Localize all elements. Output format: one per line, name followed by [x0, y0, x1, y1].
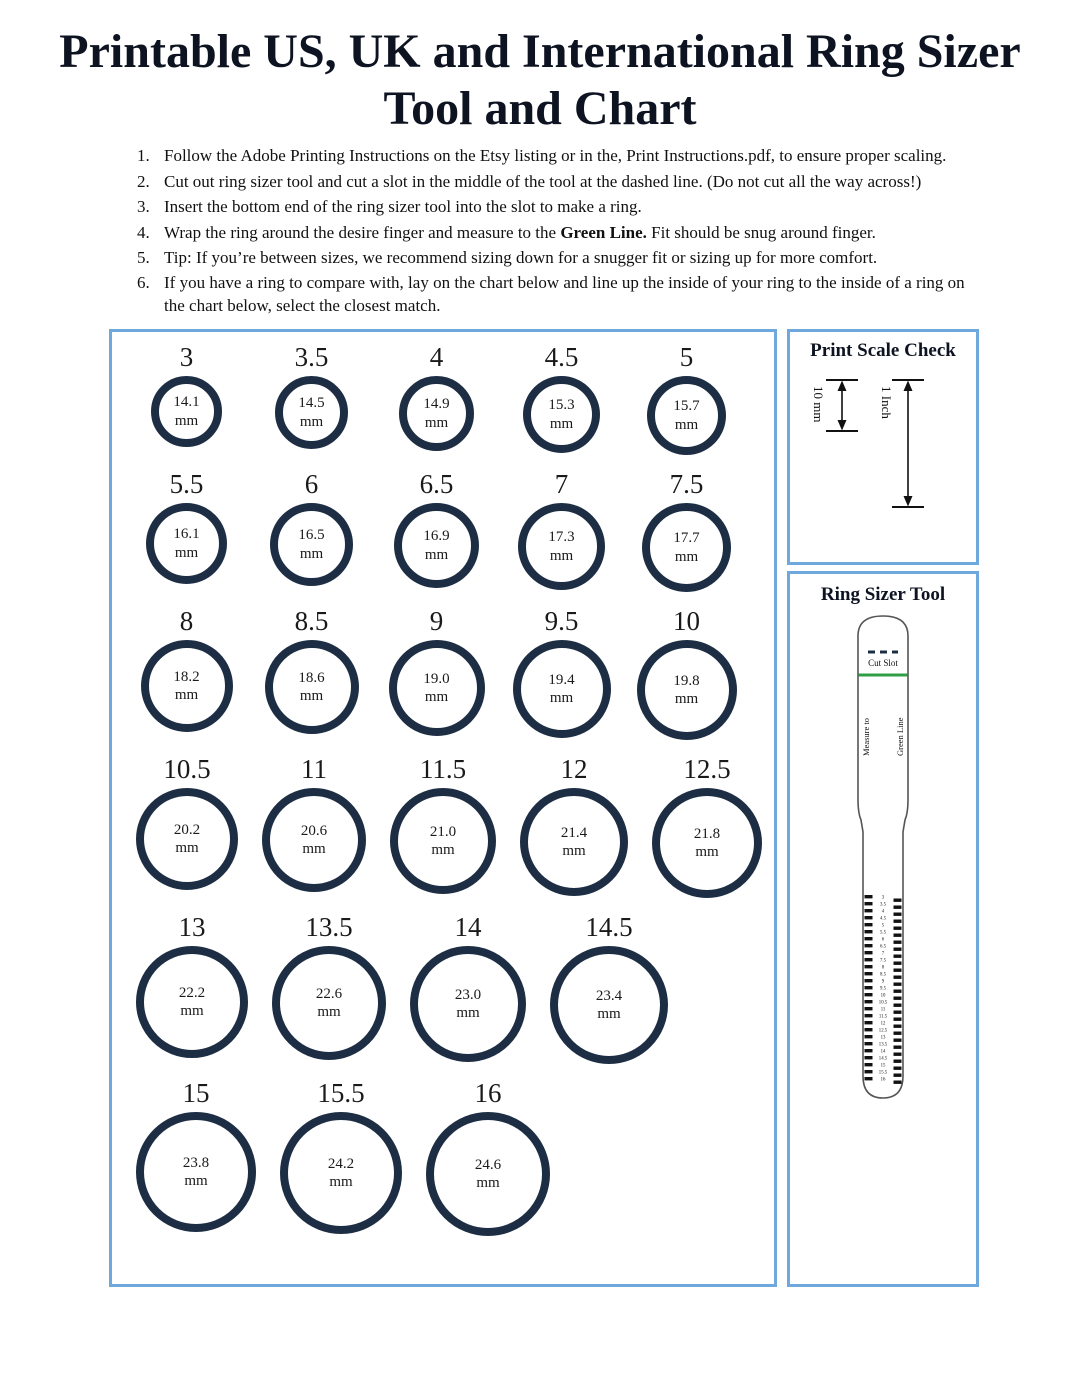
ring-cell [249, 469, 374, 586]
ring-circle [262, 788, 366, 892]
ring-cell [249, 342, 374, 449]
ring-size-label: 12.5 [683, 754, 731, 785]
svg-text:8: 8 [881, 965, 885, 971]
instruction-text: Wrap the ring around the desire finger and measure to the [164, 222, 561, 242]
svg-text:5: 5 [881, 923, 885, 929]
ring-size-label: 15 [182, 1078, 210, 1109]
ring-size-label: 4 [429, 342, 444, 373]
ring-cell [124, 469, 249, 584]
ring-size-label: 12 [560, 754, 588, 785]
ring-diameter-unit: mm [456, 1005, 480, 1022]
ring-size-label: 14 [454, 912, 482, 943]
ring-size-label: 13 [178, 912, 206, 943]
ring-diameter-unit: mm [299, 413, 324, 430]
ring-size-label: 14.5 [585, 912, 633, 943]
svg-text:11.5: 11.5 [878, 1014, 888, 1020]
ring-diameter-unit: mm [299, 688, 324, 705]
ring-diameter-unit: mm [549, 547, 574, 564]
svg-text:14: 14 [880, 1049, 886, 1055]
measure-to-label: Measure to [861, 718, 871, 757]
svg-text:15: 15 [880, 1063, 886, 1069]
ring-cell [640, 754, 774, 898]
svg-text:11: 11 [880, 1007, 886, 1013]
ring-cell [124, 342, 249, 447]
ring-circle [550, 946, 668, 1064]
ring-circle [410, 946, 526, 1062]
cut-slot-label: Cut Slot [868, 658, 898, 669]
ring-diameter-value: 19.0 [423, 670, 450, 687]
ring-size-label: 7 [554, 469, 569, 500]
ring-cell [499, 469, 624, 590]
svg-text:16: 16 [880, 1077, 886, 1083]
ring-diameter-unit: mm [184, 1173, 208, 1190]
ring-size-label: 7.5 [669, 469, 704, 500]
ring-size-label: 5 [679, 342, 694, 373]
ring-diameter-unit: mm [476, 1175, 500, 1192]
ring-diameter-value: 17.3 [548, 529, 575, 546]
instruction-bold-text: Green Line. [560, 222, 647, 242]
ring-diameter-value: 14.1 [173, 394, 200, 411]
ring-circle [136, 788, 238, 890]
ring-cell [624, 469, 749, 592]
ring-diameter-unit: mm [424, 689, 449, 706]
ring-diameter-value: 14.9 [423, 396, 450, 413]
ring-circle [394, 503, 479, 588]
ring-cell [250, 754, 378, 892]
ring-size-label: 6.5 [419, 469, 454, 500]
print-scale-check-panel [787, 329, 979, 565]
ring-circle [389, 640, 485, 736]
ring-row [118, 469, 774, 592]
ring-diameter-value: 17.7 [673, 530, 700, 547]
ring-circle [275, 376, 348, 449]
ring-diameter-value: 22.6 [315, 985, 343, 1002]
right-column [787, 329, 979, 1287]
ring-diameter-unit: mm [674, 548, 699, 565]
svg-text:9: 9 [881, 979, 885, 985]
ten-mm-label: 10 mm [811, 386, 826, 423]
ring-diameter-value: 23.4 [595, 987, 623, 1004]
ring-size-label: 15.5 [317, 1078, 365, 1109]
ring-sizer-tool-title: Ring Sizer Tool [820, 584, 946, 606]
ring-diameter-unit: mm [562, 843, 586, 860]
ring-diameter-unit: mm [317, 1004, 341, 1021]
ring-size-label: 11.5 [419, 754, 467, 785]
ring-diameter-value: 16.1 [173, 526, 200, 543]
ring-size-label: 9 [429, 606, 444, 637]
ring-circle [426, 1112, 550, 1236]
svg-text:6.5: 6.5 [880, 944, 886, 950]
ring-cell [624, 342, 749, 455]
ring-diameter-value: 21.0 [429, 823, 457, 840]
ring-cell [374, 606, 499, 736]
ring-size-label: 3 [179, 342, 194, 373]
svg-text:15.5: 15.5 [878, 1070, 888, 1076]
ring-circle [637, 640, 737, 740]
svg-text:12.5: 12.5 [878, 1028, 888, 1034]
svg-text:10: 10 [880, 993, 886, 999]
ring-diameter-value: 19.8 [673, 672, 700, 689]
instruction-text: Fit should be snug around finger. [646, 222, 876, 242]
svg-text:8.5: 8.5 [880, 972, 886, 978]
ring-diameter-unit: mm [674, 416, 699, 433]
ring-circle [270, 503, 353, 586]
ring-diameter-value: 24.2 [327, 1155, 355, 1172]
ring-diameter-unit: mm [174, 412, 199, 429]
ring-circle [136, 946, 248, 1058]
ring-diameter-unit: mm [424, 546, 449, 563]
ring-cell [508, 754, 640, 896]
svg-text:7: 7 [881, 951, 885, 957]
ring-circle [642, 503, 731, 592]
svg-text:10.5: 10.5 [878, 1000, 888, 1006]
ring-cell [499, 342, 624, 453]
ring-size-label: 6 [304, 469, 319, 500]
ring-diameter-value: 14.5 [298, 395, 325, 412]
ring-cell [624, 606, 749, 740]
ring-diameter-unit: mm [180, 1003, 204, 1020]
ring-cell [249, 606, 374, 734]
ring-cell [124, 1078, 268, 1232]
ring-diameter-value: 15.3 [548, 397, 575, 414]
svg-text:5.5: 5.5 [880, 930, 886, 936]
ring-circle [146, 503, 227, 584]
svg-text:13: 13 [880, 1035, 886, 1041]
ring-size-label: 10.5 [163, 754, 211, 785]
svg-text:6: 6 [881, 937, 885, 943]
ring-row [118, 342, 774, 455]
ring-circle [280, 1112, 402, 1234]
ring-diameter-value: 23.8 [182, 1154, 210, 1171]
ring-diameter-unit: mm [424, 414, 449, 431]
ring-diameter-value: 22.2 [178, 984, 206, 1001]
ring-circle [652, 788, 762, 898]
main-content [109, 329, 971, 1287]
ring-circle [136, 1112, 256, 1232]
ring-chart-rows [118, 342, 774, 1236]
ring-diameter-unit: mm [549, 415, 574, 432]
svg-text:12: 12 [880, 1021, 886, 1027]
ring-cell [538, 912, 680, 1064]
instruction-item [154, 222, 976, 244]
instruction-text: Insert the bottom end of the ring sizer tool into the slot to make a ring. [164, 197, 642, 217]
ring-diameter-value: 23.0 [454, 986, 482, 1003]
ring-diameter-value: 24.6 [474, 1156, 502, 1173]
ring-circle [399, 376, 474, 451]
ring-size-label: 5.5 [169, 469, 204, 500]
ring-size-label: 4.5 [544, 342, 579, 373]
svg-text:3: 3 [881, 895, 885, 901]
ring-size-label: 8.5 [294, 606, 329, 637]
ring-cell [124, 606, 249, 732]
instruction-item [154, 272, 976, 317]
svg-text:14.5: 14.5 [878, 1056, 888, 1062]
ring-cell [398, 912, 538, 1062]
ring-diameter-unit: mm [431, 842, 455, 859]
ring-row [118, 1078, 774, 1236]
ring-circle [141, 640, 233, 732]
instruction-item [154, 247, 976, 269]
ring-circle [518, 503, 605, 590]
ring-diameter-value: 16.9 [423, 528, 450, 545]
instruction-item [154, 171, 976, 193]
ring-circle [390, 788, 496, 894]
ring-cell [268, 1078, 414, 1234]
ring-size-label: 13.5 [305, 912, 353, 943]
instruction-item [154, 145, 976, 167]
ring-circle [520, 788, 628, 896]
ring-diameter-value: 20.2 [173, 821, 201, 838]
ring-diameter-value: 21.8 [693, 825, 721, 842]
page-title: Printable US, UK and International Ring Sizer Tool and Chart [59, 25, 1021, 135]
ring-circle [265, 640, 359, 734]
instructions-list [126, 145, 976, 317]
ring-size-chart [109, 329, 777, 1287]
ring-sizer-tool-graphic [823, 608, 943, 1128]
one-inch-label: 1 Inch [879, 386, 894, 420]
ring-row [118, 606, 774, 740]
svg-text:7.5: 7.5 [880, 958, 886, 964]
svg-text:9.5: 9.5 [880, 986, 886, 992]
ring-diameter-unit: mm [299, 545, 324, 562]
ring-diameter-value: 21.4 [560, 824, 588, 841]
ring-diameter-unit: mm [175, 840, 199, 857]
ring-cell [260, 912, 398, 1060]
ring-cell [124, 754, 250, 890]
ring-diameter-unit: mm [695, 844, 719, 861]
ring-circle [523, 376, 600, 453]
ring-diameter-value: 15.7 [673, 398, 700, 415]
ring-diameter-unit: mm [549, 690, 574, 707]
instruction-item [154, 196, 976, 218]
ring-diameter-value: 18.2 [173, 668, 200, 685]
ring-diameter-unit: mm [302, 841, 326, 858]
ring-size-label: 9.5 [544, 606, 579, 637]
ring-circle [151, 376, 222, 447]
one-inch-arrow [892, 380, 924, 507]
svg-text:13.5: 13.5 [878, 1042, 888, 1048]
ring-diameter-unit: mm [174, 544, 199, 561]
ring-size-label: 16 [474, 1078, 502, 1109]
ring-circle [272, 946, 386, 1060]
ring-cell [378, 754, 508, 894]
ring-size-label: 8 [179, 606, 194, 637]
svg-text:4.5: 4.5 [880, 916, 886, 922]
ring-cell [414, 1078, 562, 1236]
ring-diameter-value: 19.4 [548, 671, 575, 688]
svg-text:3.5: 3.5 [880, 902, 886, 908]
ring-cell [499, 606, 624, 738]
ring-row [118, 912, 774, 1064]
ring-circle [647, 376, 726, 455]
ring-circle [513, 640, 611, 738]
ring-diameter-unit: mm [674, 691, 699, 708]
ring-size-label: 10 [673, 606, 700, 637]
ring-cell [374, 469, 499, 588]
ring-diameter-unit: mm [597, 1006, 621, 1023]
ring-diameter-value: 16.5 [298, 527, 325, 544]
ring-size-label: 3.5 [294, 342, 329, 373]
instruction-text: Follow the Adobe Printing Instructions on the Etsy listing or in the, Print Instructions.pdf, to ensure proper scaling. [164, 146, 947, 166]
ring-diameter-unit: mm [174, 687, 199, 704]
ring-cell [374, 342, 499, 451]
print-scale-check-graphic [790, 364, 976, 564]
instruction-text: Tip: If you’re between sizes, we recommend sizing down for a snugger fit or sizing up for more comfort. [164, 248, 878, 267]
ring-cell [124, 912, 260, 1058]
ring-diameter-value: 20.6 [300, 822, 328, 839]
ring-diameter-value: 18.6 [298, 669, 325, 686]
ring-sizer-tool-panel [787, 571, 979, 1287]
svg-text:4: 4 [881, 909, 885, 915]
ten-mm-arrow [826, 380, 858, 431]
ring-diameter-unit: mm [329, 1174, 353, 1191]
instruction-text: If you have a ring to compare with, lay on the chart below and line up the inside of your ring to the inside of a ring on the chart below, select the closest match. [164, 273, 965, 315]
ring-row [118, 754, 774, 898]
ring-size-label: 11 [301, 754, 327, 785]
print-scale-check-title: Print Scale Check [810, 340, 956, 362]
green-line-label: Green Line [895, 717, 905, 757]
instruction-text: Cut out ring sizer tool and cut a slot in the middle of the tool at the dashed line. (Do not cut all the way across!) [164, 171, 922, 191]
